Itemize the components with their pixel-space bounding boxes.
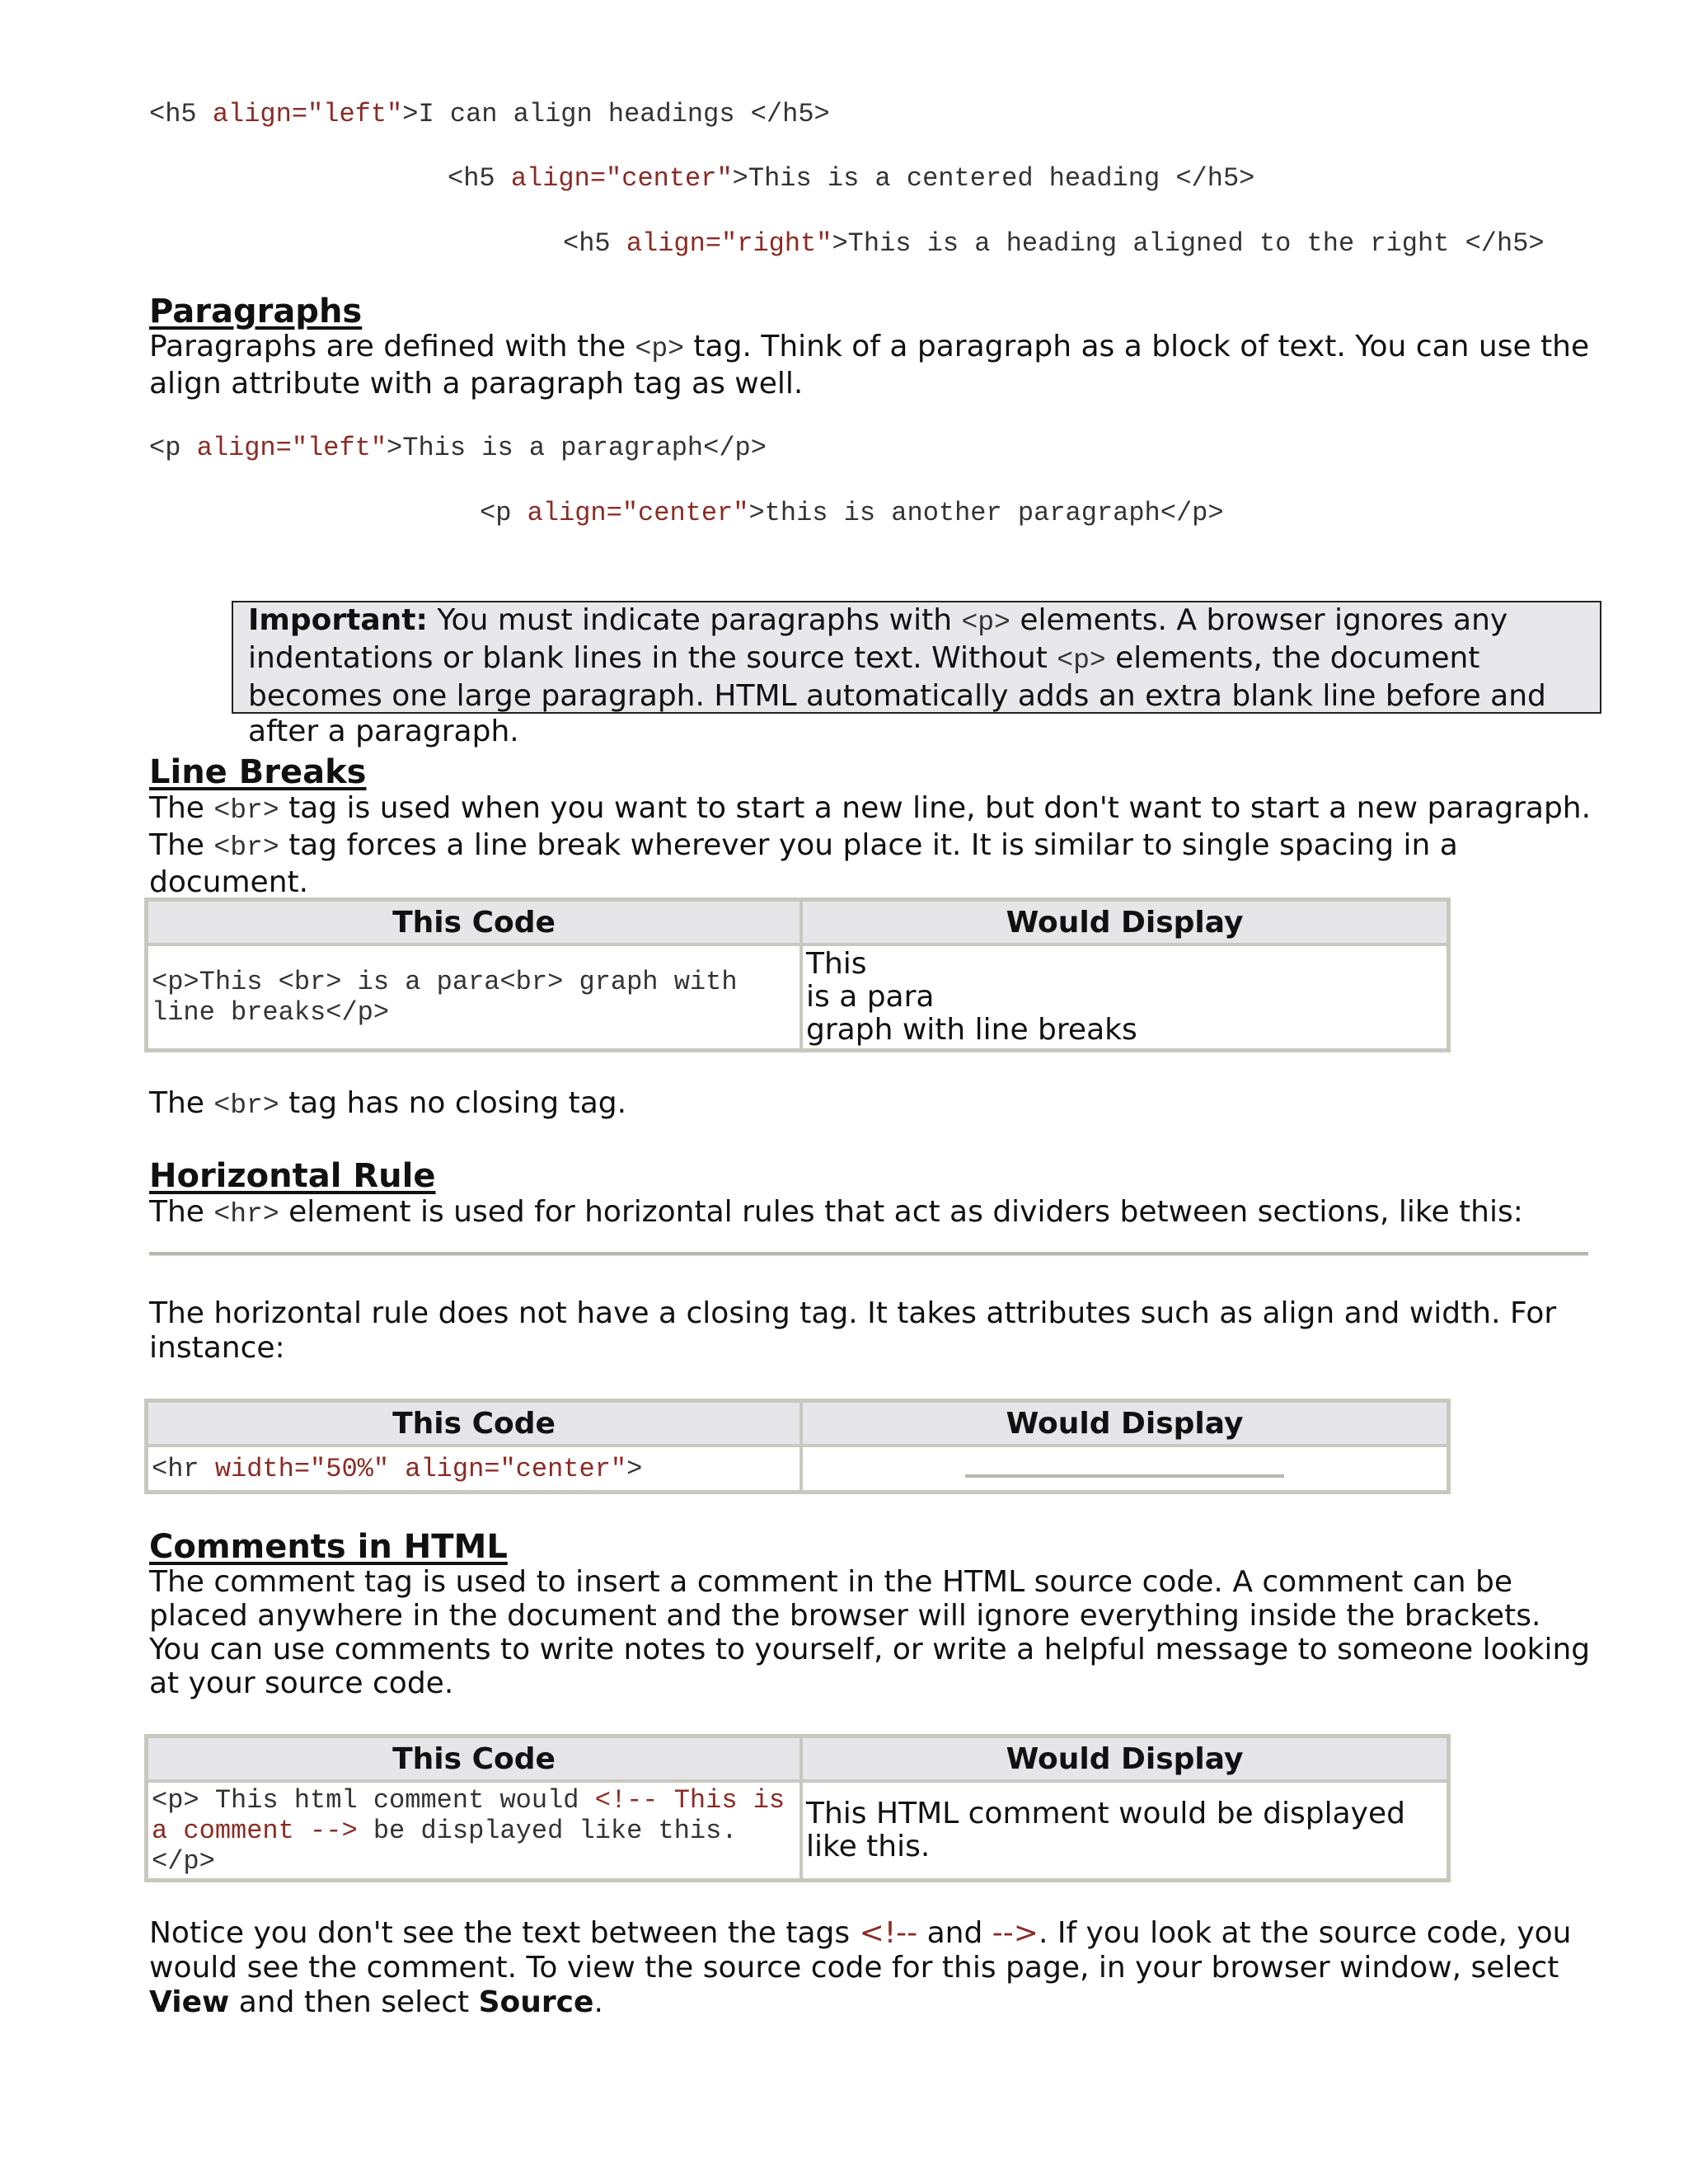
comments-table	[144, 1734, 1451, 1882]
table-header-display: Would Display	[801, 1401, 1448, 1446]
comments-text: The comment tag is used to insert a comment in the HTML source code. A comment can be placed anywhere in the document and the browser will ignore everything inside the brackets. You can use comments to write notes to yourself, or write a helpful message to someone looking at your source code.	[149, 1565, 1591, 1700]
table-header-display: Would Display	[801, 1736, 1448, 1781]
horizontal-rule-after-text: The horizontal rule does not have a closing tag. It takes attributes such as align and width. For instance:	[149, 1296, 1557, 1365]
table-header-display: Would Display	[801, 900, 1448, 944]
table-header-code: This Code	[147, 1736, 801, 1781]
comments-heading: Comments in HTML	[149, 1528, 508, 1566]
comments-notice: Notice you don't see the text between the tags <!-- and -->. If you look at the source code, you would see the comment. To view the source code for this page, in your browser window, select View and then select Source.	[149, 1916, 1572, 2019]
code-p-center: <p align="center">this is another paragraph</p>	[480, 498, 1224, 528]
paragraphs-text: Paragraphs are defined with the <p> tag. Think of a paragraph as a block of text. You can use the align attribute with a paragraph tag as well.	[149, 330, 1590, 401]
paragraphs-heading: Paragraphs	[149, 293, 363, 330]
line-breaks-heading: Line Breaks	[149, 753, 367, 791]
br-closing-note: The <br> tag has no closing tag.	[149, 1086, 627, 1121]
hr-sample	[965, 1474, 1284, 1478]
code-h5-left: <h5 align="left">I can align headings </h5>	[149, 99, 830, 129]
horizontal-rule-text: The <hr> element is used for horizontal rules that act as dividers between sections, like this:	[149, 1195, 1523, 1230]
horizontal-rule-divider	[149, 1252, 1588, 1256]
table-header-code: This Code	[147, 900, 801, 944]
table-cell-display	[801, 1446, 1448, 1492]
code-p-left: <p align="left">This is a paragraph</p>	[149, 433, 767, 463]
line-breaks-text: The <br> tag is used when you want to start a new line, but don't want to start a new paragraph. The <br> tag forces a line break wherever you place it. It is similar to single spacing in a document.	[149, 791, 1592, 899]
table-cell-display: This HTML comment would be displayed like this.	[801, 1781, 1448, 1880]
table-cell-code: <p>This <br> is a para<br> graph with line breaks</p>	[147, 944, 801, 1050]
table-cell-display: This is a para graph with line breaks	[801, 944, 1448, 1050]
table-cell-code: <p> This html comment would <!-- This is a comment --> be displayed like this.</p>	[147, 1781, 801, 1880]
line-breaks-table	[144, 898, 1451, 1052]
hr-table	[144, 1399, 1451, 1494]
important-note: Important: You must indicate paragraphs with <p> elements. A browser ignores any indentations or blank lines in the source text. Without <p> elements, the document becomes one large paragraph. HTML automatically adds an extra blank line before and after a paragraph.	[232, 601, 1601, 714]
table-cell-code: <hr width="50%" align="center">	[147, 1446, 801, 1492]
important-label: Important:	[248, 603, 428, 637]
code-h5-right: <h5 align="right">This is a heading aligned to the right </h5>	[563, 228, 1545, 259]
table-header-code: This Code	[147, 1401, 801, 1446]
horizontal-rule-heading: Horizontal Rule	[149, 1157, 436, 1195]
code-h5-center: <h5 align="center">This is a centered heading </h5>	[448, 163, 1255, 194]
